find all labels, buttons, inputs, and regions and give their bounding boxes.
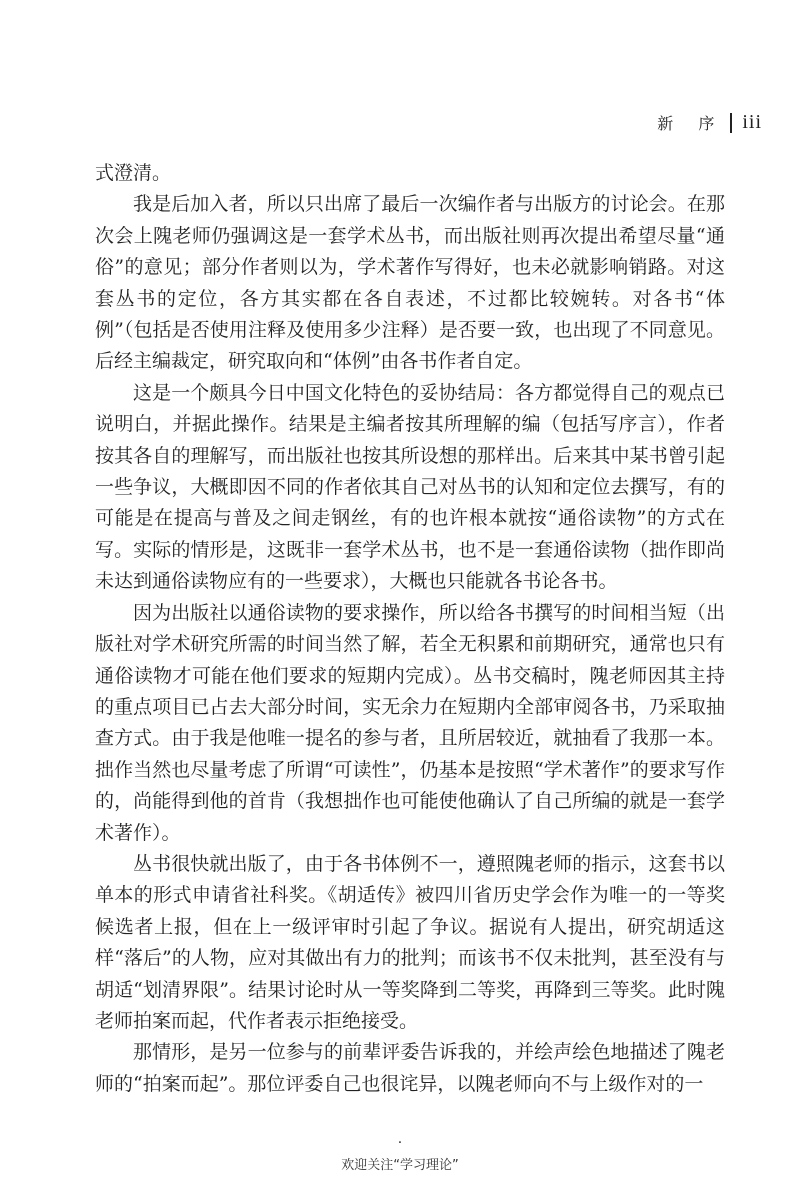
footer-dot: · (397, 1135, 403, 1151)
page-number: iii (742, 111, 762, 133)
header-divider (730, 113, 732, 133)
paragraph: 因为出版社以通俗读物的要求操作，所以给各书撰写的时间相当短（出版社对学术研究所需的时间当然了解，若全无积累和前期研究，通常也只有通俗读物才可能在他们要求的短期内完成）。丛书交稿时，隗老师因其主持的重点项目已占去大部分时间，实无余力在短期内全部审阅各书，乃采取抽查方式。由于我是他唯一提名的参与者，且所居较近，就抽看了我那一本。拙作当然也尽量考虑了所谓“可读性”，仍基本是按照“学术著作”的要求写作的，尚能得到他的首肯（我想拙作也可能使他确认了自己所编的就是一套学术著作）。 (95, 601, 725, 844)
paragraph: 这是一个颇具今日中国文化特色的妥协结局：各方都觉得自己的观点已说明白，并据此操作。结果是主编者按其所理解的编（包括写序言），作者按其各自的理解写，而出版社也按其所设想的那样出。后来其中某书曾引起一些争议，大概即因不同的作者依其自己对丛书的认知和定位去撰写，有的可能是在提高与普及之间走钢丝，有的也许根本就按“通俗读物”的方式在写。实际的情形是，这既非一套学术丛书，也不是一套通俗读物（拙作即尚未达到通俗读物应有的一些要求），大概也只能就各书论各书。 (95, 381, 725, 593)
body-text (95, 158, 725, 1100)
paragraph: 丛书很快就出版了，由于各书体例不一，遵照隗老师的指示，这套书以单本的形式申请省社科奖。《胡适传》被四川省历史学会作为唯一的一等奖候选者上报，但在上一级评审时引起了争议。据说有人提出，研究胡适这样“落后”的人物，应对其做出有力的批判；而该书不仅未批判，甚至没有与胡适“划清界限”。结果讨论时从一等奖降到二等奖，再降到三等奖。此时隗老师拍案而起，代作者表示拒绝接受。 (95, 852, 725, 1032)
paragraph-continued: 式澄清。 (95, 162, 172, 184)
running-header (657, 111, 762, 134)
footer-note: 欢迎关注“学习理论” (341, 1158, 459, 1173)
paragraph: 我是后加入者，所以只出席了最后一次编作者与出版方的讨论会。在那次会上隗老师仍强调这是一套学术丛书，而出版社则再次提出希望尽量“通俗”的意见；部分作者则以为，学术著作写得好，也未必就影响销路。对这套丛书的定位，各方其实都在各自表述，不过都比较婉转。对各书“体例”（包括是否使用注释及使用多少注释）是否要一致，也出现了不同意见。后经主编裁定，研究取向和“体例”由各书作者自定。 (95, 193, 725, 373)
paragraph: 那情形，是另一位参与的前辈评委告诉我的，并绘声绘色地描述了隗老师的“拍案而起”。那位评委自己也很诧异，以隗老师向不与上级作对的一 (95, 1041, 725, 1095)
running-header-title: 新 序 (657, 114, 725, 133)
